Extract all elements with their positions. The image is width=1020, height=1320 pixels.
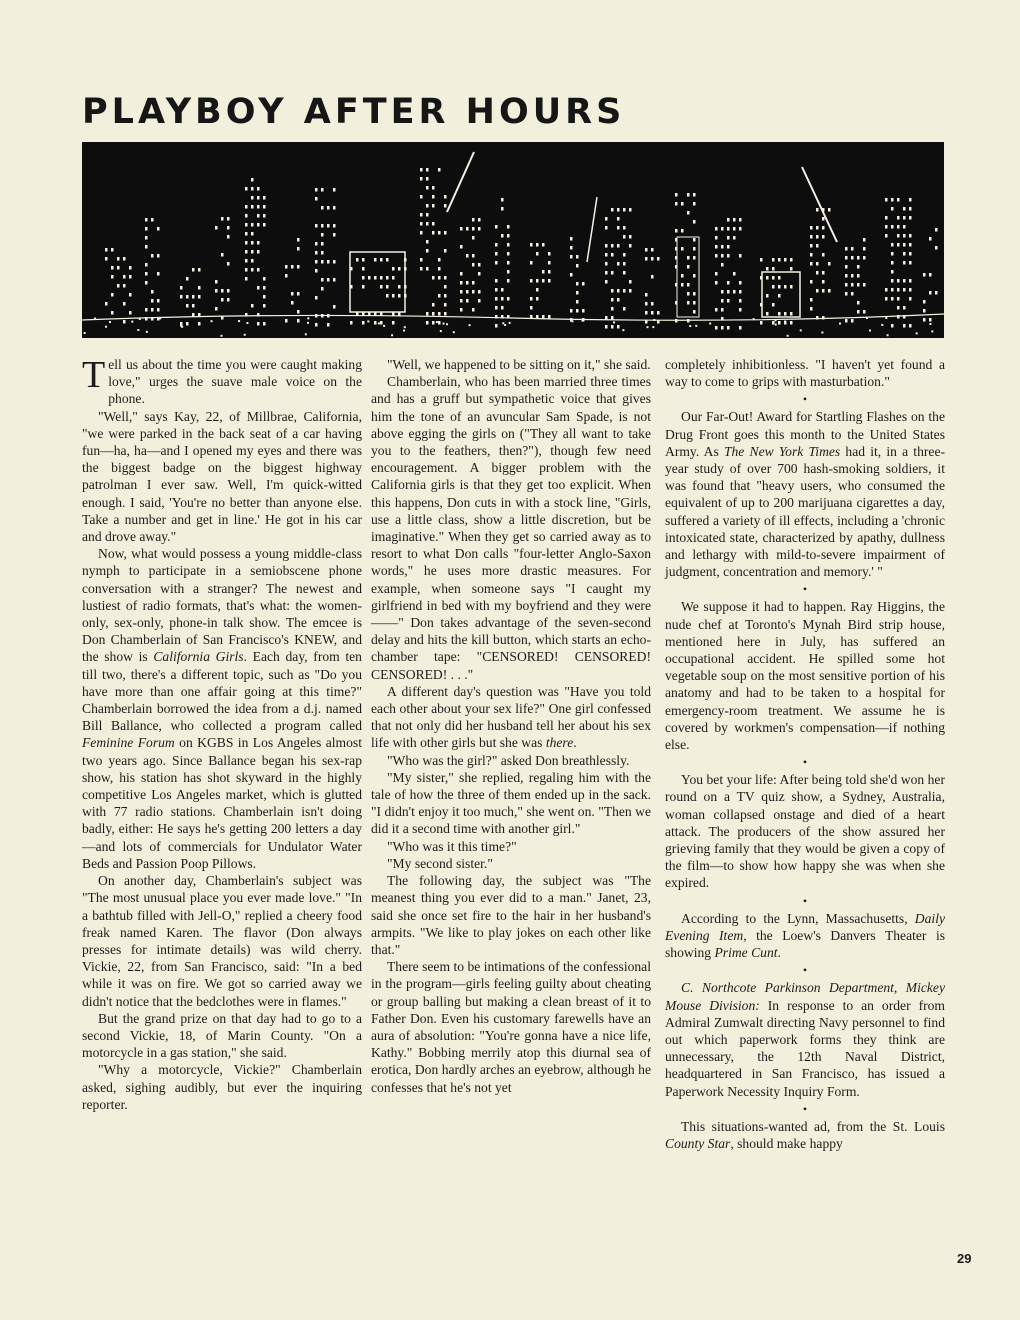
article-column-1 <box>82 356 362 1113</box>
paragraph: Chamberlain, who has been married three times and has a gruff but sympathetic voice that gives him the tone of an avuncular Sam Spade, is not above egging the girls on ("They all want to take you to the feathers, then?"), though few need encouragement. A bigger problem with the California girls is that they get too explicit. When this happens, Don cuts in with a stock line, "Girls, use a little class, show a little discretion, but be imaginative." When they get so carried away as to resort to what Don calls "four-letter Anglo-Saxon words," he uses more drastic measures. For example, when someone says "I caught my girlfriend in bed with my boyfriend and they were——" Don takes advantage of the seven-second delay and hits the kill button, which starts an echo-chamber tape: "CENSORED! CENSORED! CENSORED! . . ." <box>371 374 651 682</box>
article-column-3 <box>665 356 945 1152</box>
paragraph-text: had it, in a three-year study of over 700 hash-smoking soldiers, it was found that "heavy users, who consumed the equivalent of up to 200 marijuana cigarettes a day, suffered a variety of ill effects, including a 'chronic intoxicated state, characterized by apathy, dullness and lethargy with mild-to-severe impairment of judgment, concentration and memory.' " <box>665 443 945 580</box>
paragraph <box>665 910 945 962</box>
paragraph <box>82 545 362 872</box>
paragraph: "Well, we happened to be sitting on it," she said. <box>387 357 651 372</box>
paragraph-text: Our Far-Out! Award for Startling Flashes on the Drug Front goes this month to the United States Army. As <box>665 409 945 459</box>
drop-cap: T <box>82 354 106 396</box>
city-skyline-banner <box>82 142 944 338</box>
paragraph: "My second sister." <box>387 855 493 871</box>
paragraph: You bet your life: After being told she'd won her round on a TV quiz show, a Sydney, Australia, woman collapsed onstage and died of a heart attack. The producers of the show assured her grieving family that they would be given a copy of the film—to show how happy she was when she expired. <box>665 772 945 891</box>
paragraph-text: A different day's question was "Have you told each other about your sex life?" One girl confessed that not only did her husband tell her about his sex life with other girls but she was <box>371 683 651 751</box>
paragraph-text: According to the Lynn, Massachusetts, <box>681 910 915 926</box>
paragraph: We suppose it had to happen. Ray Higgins, the nude chef at Toronto's Mynah Bird strip house, mentioned here in July, has suffered an occupational accident. He spilled some hot vegetable soup on the most sensitive portion of his anatomy and had to be taken to a hospital for emergency-room treatment. We assume he is covered by workmen's compensation—if nothing else. <box>665 599 945 753</box>
page-title: PLAYBOY AFTER HOURS <box>82 92 626 132</box>
department-heading: C. Northcote Parkinson Department, Mickey Mouse Division: <box>665 980 945 1013</box>
paragraph-text: . <box>777 945 781 961</box>
publication-title: The New York Times <box>723 443 841 459</box>
paragraph: "My sister," she replied, regaling him with the tale of how the three of them ended up in the sack. "I didn't enjoy it too much," she went on. "Then we did it a second time with another girl." <box>371 769 651 837</box>
film-title: Prime Cunt <box>714 945 778 961</box>
paragraph: completely inhibitionless. "I haven't yet found a way to come to grips with masturbation." <box>665 357 945 390</box>
paragraph: "Who was the girl?" asked Don breathlessly. <box>387 752 630 768</box>
publication-title: County Star <box>665 1135 731 1151</box>
paragraph: On another day, Chamberlain's subject was "The most unusual place you ever made love." "In a bathtub filled with Jell-O," replied a cheery food freak named Karen. The flavor (Don always presses for intimate details) was wild cherry. Vickie, 22, from San Francisco, said: "In a bed while it was on fire. We got so carried away we didn't notice that the bedclothes were in flames." <box>82 873 362 1009</box>
section-bullet: • <box>802 582 808 597</box>
city-skyline-illustration <box>82 142 944 338</box>
paragraph <box>371 683 651 752</box>
paragraph: "Who was it this time?" <box>387 838 517 854</box>
paragraph: There seem to be intimations of the confessional in the program—girls feeling guilty about cheating or group balling but making a clean breast of it to Father Don. Even his customary farewells have an aura of absolution: "You're gonna have a nice life, Kathy." Bobbing merrily atop this diurnal sea of erotica, Don hardly arches an eyebrow, although he confesses that he's not yet <box>371 959 651 1095</box>
section-bullet: • <box>802 1101 808 1116</box>
emphasis: there <box>545 735 574 751</box>
section-bullet: • <box>802 392 808 407</box>
paragraph <box>82 356 362 408</box>
section-bullet: • <box>802 755 808 770</box>
paragraph <box>665 1118 945 1152</box>
section-bullet: • <box>802 893 808 908</box>
show-title: Feminine Forum <box>82 735 175 751</box>
paragraph: "Well," says Kay, 22, of Millbrae, California, "we were parked in the back seat of a car having fun—ha, ha—and I opened my eyes and there was the biggest badge on the biggest highway patrolman I ever saw. Well, I'm quick-witted enough. I said, 'You're no better than anyone else. Take a number and get in line.' He got in his car and drove away." <box>82 408 362 545</box>
paragraph-text: In response to an order from Admiral Zumwalt directing Navy personnel to find out which paperwork forms they think are unnecessary, the 12th Naval District, headquartered in San Francisco, has issued a Paperwork Necessity Inquiry Form. <box>665 997 946 1099</box>
paragraph: "Why a motorcycle, Vickie?" Chamberlain asked, sighing audibly, but ever the inquiring reporter. <box>82 1062 362 1112</box>
paragraph-text: , should make happy <box>730 1135 843 1151</box>
paragraph-text: ell us about the time you were caught making love," urges the suave male voice on the phone. <box>108 357 362 407</box>
section-bullet: • <box>802 963 808 978</box>
publication-title: Daily Evening Item <box>665 910 945 943</box>
article-column-2 <box>371 356 651 1096</box>
paragraph: The following day, the subject was "The meanest thing you ever did to a man." Janet, 23, said she once set fire to the hair in her husband's armpits. "We like to play jokes on each other like that." <box>371 873 651 957</box>
paragraph-text: , the Loew's Danvers Theater is showing <box>665 927 946 961</box>
paragraph-text: . <box>573 735 577 751</box>
paragraph-text: . Each day, from ten till two, there's a different topic, such as "Do you have more than one affair going at this time?" Chamberlain borrowed the idea from a d.j. named Bill Ballance, who collected a program called <box>82 649 362 734</box>
paragraph <box>665 979 945 1099</box>
paragraph: But the grand prize on that day had to go to a second Vickie, 18, of Marin County. "On a motorcycle in a gas station," she said. <box>82 1010 362 1061</box>
paragraph-text: on KGBS in Los Angeles almost two years ago. Since Ballance began his sex-rap show, his station has shot skyward in the highly competitive Los Angeles market, which is glutted with 77 radio stations. Chamberlain isn't doing badly, either: He says he's getting 200 letters a day—and lots of commercials for Undulator Water Beds and Passion Poop Pillows. <box>82 735 362 871</box>
paragraph-text: Now, what would possess a young middle-class nymph to participate in a semiobscene phone conversation with a stranger? The newest and lustiest of radio formats, that's what: the women-only, sex-only, phone-in talk show. The emcee is Don Chamberlain of San Francisco's KNEW, and the show is <box>82 546 362 665</box>
paragraph <box>665 408 945 580</box>
paragraph-text: This situations-wanted ad, from the St. Louis <box>681 1118 945 1134</box>
page-number: 29 <box>957 1251 972 1266</box>
show-title: California Girls <box>153 649 244 665</box>
